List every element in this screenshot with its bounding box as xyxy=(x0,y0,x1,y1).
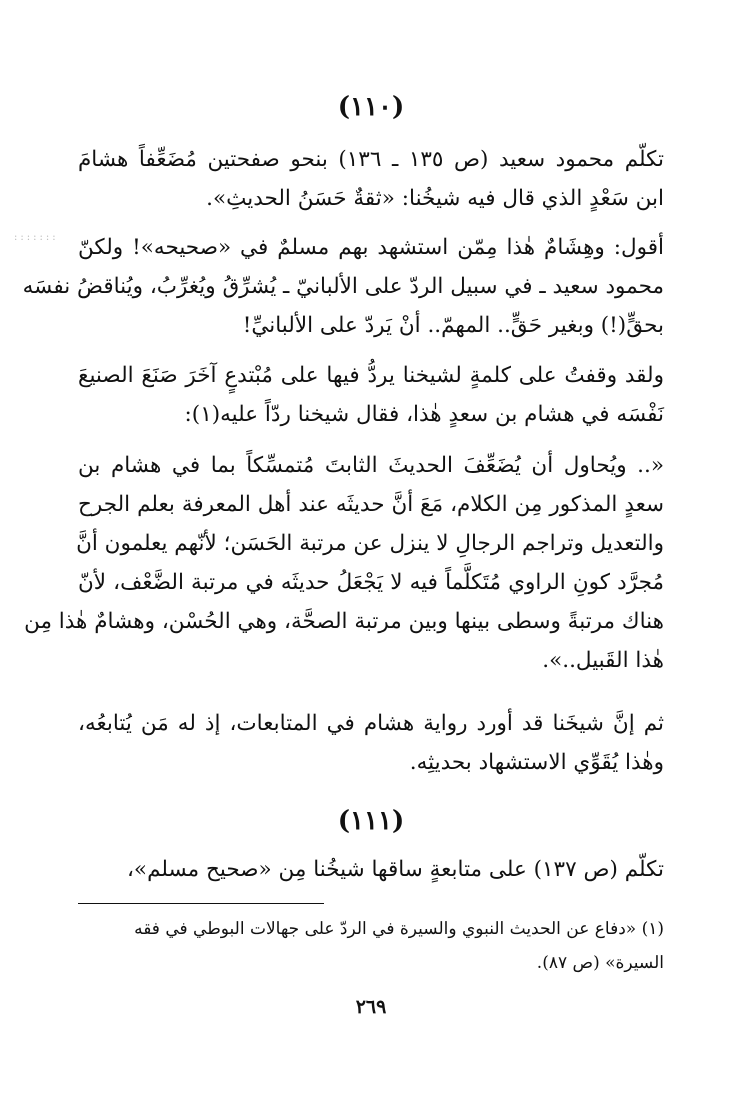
paragraph-response xyxy=(22,228,664,345)
text-line: هناك مرتبةً وسطى بينها وبين مرتبة الصحَّة، وهي الحُسْن، وهشامٌ هٰذا مِن xyxy=(24,609,664,634)
footnote-divider xyxy=(78,903,324,904)
margin-marks: ::::::: xyxy=(14,232,59,243)
text-line: مُجرَّد كونِ الراوي مُتَكلَّماً فيه لا يَجْعَلُ حديثَه في مرتبة الضَّعْف، لأنّ xyxy=(78,570,664,595)
text-line: «.. ويُحاول أن يُضَعِّفَ الحديثَ الثابتَ مُتمسِّكاً بما في هشام بن xyxy=(78,453,664,478)
paragraph-intro xyxy=(78,140,664,218)
text-line: سعدٍ المذكور مِن الكلام، مَعَ أنَّ حديثَه عند أهل المعرفة بعلم الجرح xyxy=(78,492,664,517)
text-line: ولقد وقفتُ على كلمةٍ لشيخنا يردُّ فيها على مُبْتدعٍ آخَرَ صَنَعَ الصنيعَ xyxy=(78,363,664,388)
footnote xyxy=(78,912,664,980)
paragraph-quotation xyxy=(24,446,664,680)
text-line: والتعديل وتراجم الرجالِ لا ينزل عن مرتبة الحَسَن؛ لأنّهم يعلمون أنَّ xyxy=(76,531,664,556)
text-line: تكلّم (ص ١٣٧) على متابعةٍ ساقها شيخُنا مِن «صحيح مسلم»، xyxy=(126,857,664,882)
text-line: ابن سَعْدٍ الذي قال فيه شيخُنا: «ثقةٌ حَسَنُ الحديثِ». xyxy=(206,186,664,211)
text-line: وهٰذا يُقَوِّي الاستشهاد بحديثِه. xyxy=(409,750,664,775)
section-number-110: (١١٠) xyxy=(337,92,405,122)
text-line: تكلّم محمود سعيد (ص ١٣٥ ـ ١٣٦) بنحو صفحتين مُضَعِّفاً هشامَ xyxy=(78,147,665,172)
text-line: أقول: وهِشَامٌ هٰذا مِمّن استشهد بهم مسلمٌ في «صحيحه»! ولكنّ xyxy=(78,235,664,260)
text-line: نَفْسَه في هشام بن سعدٍ هٰذا، فقال شيخنا ردّاً عليه(١): xyxy=(184,402,664,427)
footnote-line: السيرة» (ص ٨٧). xyxy=(536,953,664,973)
footnote-line: (١) «دفاع عن الحديث النبوي والسيرة في الردّ على جهالات البوطي في فقه xyxy=(134,919,664,939)
paragraph-quote-intro xyxy=(78,356,664,434)
text-line: محمود سعيد ـ في سبيل الردّ على الألبانيّ ـ يُشرِّقُ ويُغرِّبُ، ويُناقضُ نفسَه xyxy=(22,274,664,299)
paragraph-section-111 xyxy=(78,850,664,889)
page-number: ٢٦٩ xyxy=(355,996,387,1018)
section-number-111: (١١١) xyxy=(337,806,405,836)
text-line: هٰذا القَبيل..». xyxy=(542,648,664,673)
text-line: ثم إنَّ شيخَنا قد أورد رواية هشام في المتابعات، إذ له مَن يُتابعُه، xyxy=(78,711,664,736)
text-line: بحقٍّ(!) وبغير حَقٍّ.. المهمّ.. أنْ يَردّ على الألبانيِّ! xyxy=(242,313,664,338)
paragraph-conclusion xyxy=(78,704,664,782)
